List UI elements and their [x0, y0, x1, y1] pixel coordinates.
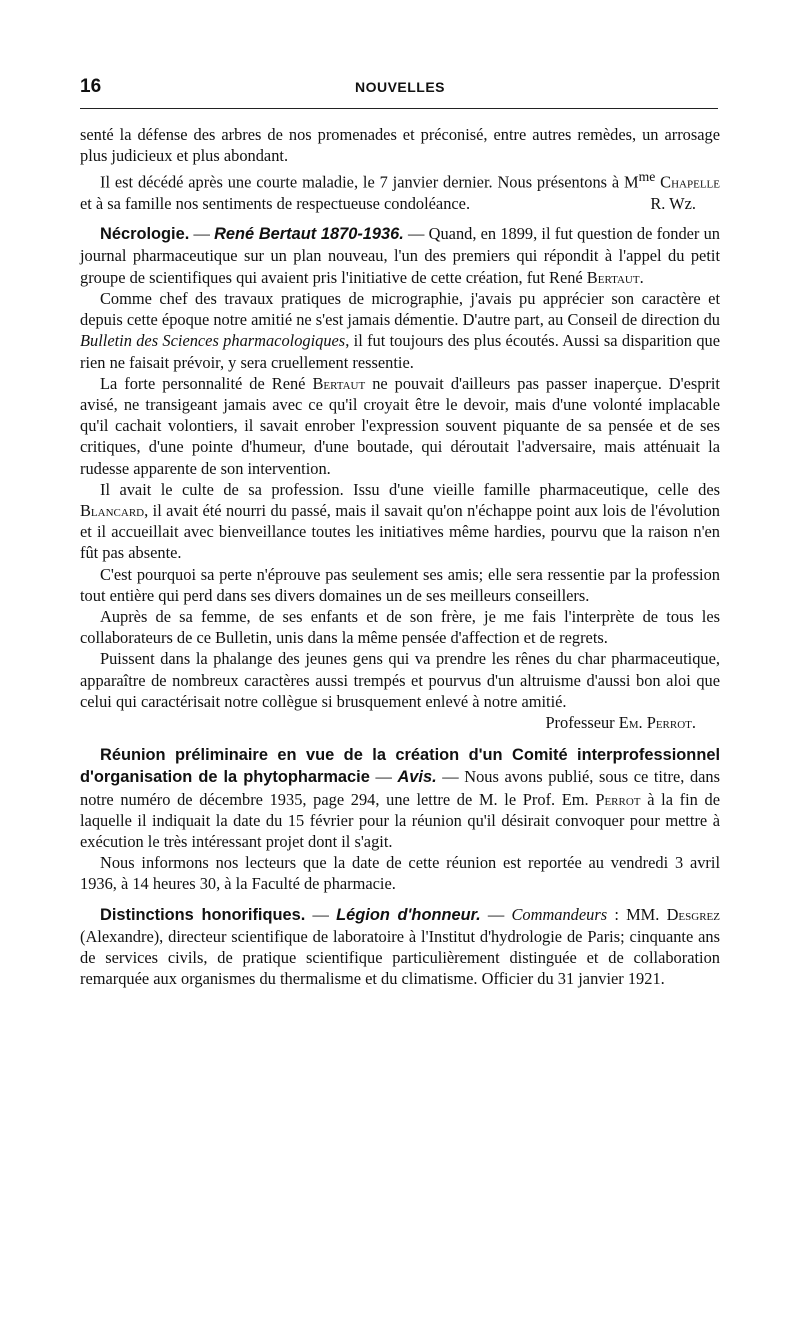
label-commandeurs: Commandeurs	[511, 904, 608, 924]
journal-title: Bulletin des Sciences pharmacologiques	[80, 331, 346, 351]
page-header	[80, 74, 720, 100]
paragraph-chef: Comme chef des travaux pratiques de micrographie, j'avais pu apprécier son caractère et depuis cette époque notre amitié ne s'est jamais démentie. D'autre part, au Conseil de direction du Bulletin des Sciences pharmacologiques, il fut toujours des plus écoutés. Aussi sa disparition que rien ne faisait prévoir, y sera cruellement ressentie.	[80, 288, 721, 372]
superscript-me: me	[638, 169, 656, 185]
paragraph-informons: Nous informons nos lecteurs que la date de cette réunion est reportée au vendredi 3 avril 1936, à 14 heures 30, à la Faculté de pharmacie.	[80, 853, 720, 894]
heading-reunion: Réunion préliminaire en vue de la création d'un Comité interprofessionnel d'organisation de la phytopharmacie	[80, 746, 720, 787]
paragraph-deces: Il est décédé après une courte maladie, le 7 janvier dernier. Nous présentons à $M^{me}$ Chapelle et à sa famille nos sentiments de respectueuse condoléance. R. Wz.	[80, 169, 720, 214]
name-chapelle: Chapelle	[660, 172, 720, 192]
name-blancard: Blancard	[80, 500, 145, 520]
name-bertaut: Bertaut	[586, 267, 640, 287]
signature: Professeur Em. Perrot.	[545, 712, 696, 732]
name-desgrez: Desgrez	[666, 904, 720, 924]
label-legion: Légion d'honneur.	[336, 905, 481, 924]
signature-name: Em. Perrot.	[618, 712, 696, 732]
heading-distinctions: Distinctions honorifiques.	[100, 905, 306, 924]
article-body	[80, 124, 720, 989]
paragraph-forte: La forte personnalité de René Bertaut ne pouvait d'ailleurs pas passer inaperçue. D'esprit avisé, ne transigeant jamais avec ce qu'il croyait être le devoir, mais d'une volonté implacable qu'il cachait volontiers, il savait enrober l'expression souvent piquante de sa pensée et de ses critiques, d'une pointe d'humeur, d'une boutade, qui déroutait l'adversaire, mais atténuait la rudesse apparente de son intervention.	[80, 373, 720, 478]
paragraph-aupres: Auprès de sa femme, de ses enfants et de son frère, je me fais l'interprète de tous les collaborateurs de ce Bulletin, unis dans la même pensée d'affection et de regrets.	[80, 606, 720, 648]
section-distinctions: Distinctions honorifiques. — Légion d'honneur. — Commandeurs : MM. Desgrez (Alexandre), directeur scientifique de laboratoire à l'Institut d'hydrologie de Paris; cinquante ans de services civils, de pratique scientifique particulièrement distinguée et de collaboration remarquée aux organismes du thermalisme et du climatisme. Officier du 31 janvier 1921.	[80, 904, 720, 989]
name-bertaut-2: Bertaut	[312, 373, 366, 393]
section-necrologie: Nécrologie. — René Bertaut 1870-1936. — Quand, en 1899, il fut question de fonder un journal pharmaceutique sur un plan nouveau, l'un des premiers qui répondit à l'appel du petit groupe de scientifiques qui avaient pris l'initiative de cette création, fut René Bertaut.	[80, 224, 720, 287]
header-rule	[80, 108, 718, 109]
name-perrot: Perrot	[595, 789, 641, 809]
page-number: 16	[80, 76, 102, 97]
paragraph-puissent: Puissent dans la phalange des jeunes gens qui va prendre les rênes du char pharmaceutique, apparaître de nombreux caractères aussi trempés et pourvus d'un altruisme d'aussi bon aloi que celui qui caractérisait notre collègue si brusquement enlevé à notre amitié.	[80, 649, 720, 711]
paragraph-perte: C'est pourquoi sa perte n'éprouve pas seulement ses amis; elle sera ressentie par la profession tout entière qui perd dans ses divers domaines un de ses meilleurs conseillers.	[80, 564, 720, 605]
section-reunion: Réunion préliminaire en vue de la création d'un Comité interprofessionnel d'organisation de la phytopharmacie — Avis. — Nous avons publié, sous ce titre, dans notre numéro de décembre 1935, page 294, une lettre de M. le Prof. Em. Perrot à la fin de laquelle il indiquait la date du 15 février pour la réunion qu'il désirait convoquer pour mettre à exécution le très intéressant projet dont il s'agit.	[80, 746, 720, 851]
paragraph-culte: Il avait le culte de sa profession. Issu d'une vieille famille pharmaceutique, celle des Blancard, il avait été nourri du passé, mais il savait qu'on n'échappe point aux lois de l'évolution et il accueillait avec bienveillance toutes les initiatives même hardies, pourvu que la raison n'en fût pas absente.	[80, 479, 720, 563]
running-title: NOUVELLES	[354, 79, 446, 95]
paragraph-continuation: senté la défense des arbres de nos promenades et préconisé, entre autres remèdes, un arrosage plus judicieux et plus abondant.	[80, 125, 720, 166]
label-avis: Avis.	[397, 768, 437, 787]
subheading-rene-bertaut: René Bertaut 1870-1936.	[214, 225, 404, 244]
heading-necrologie: Nécrologie.	[100, 225, 190, 244]
author-initials: R. Wz.	[650, 194, 696, 214]
